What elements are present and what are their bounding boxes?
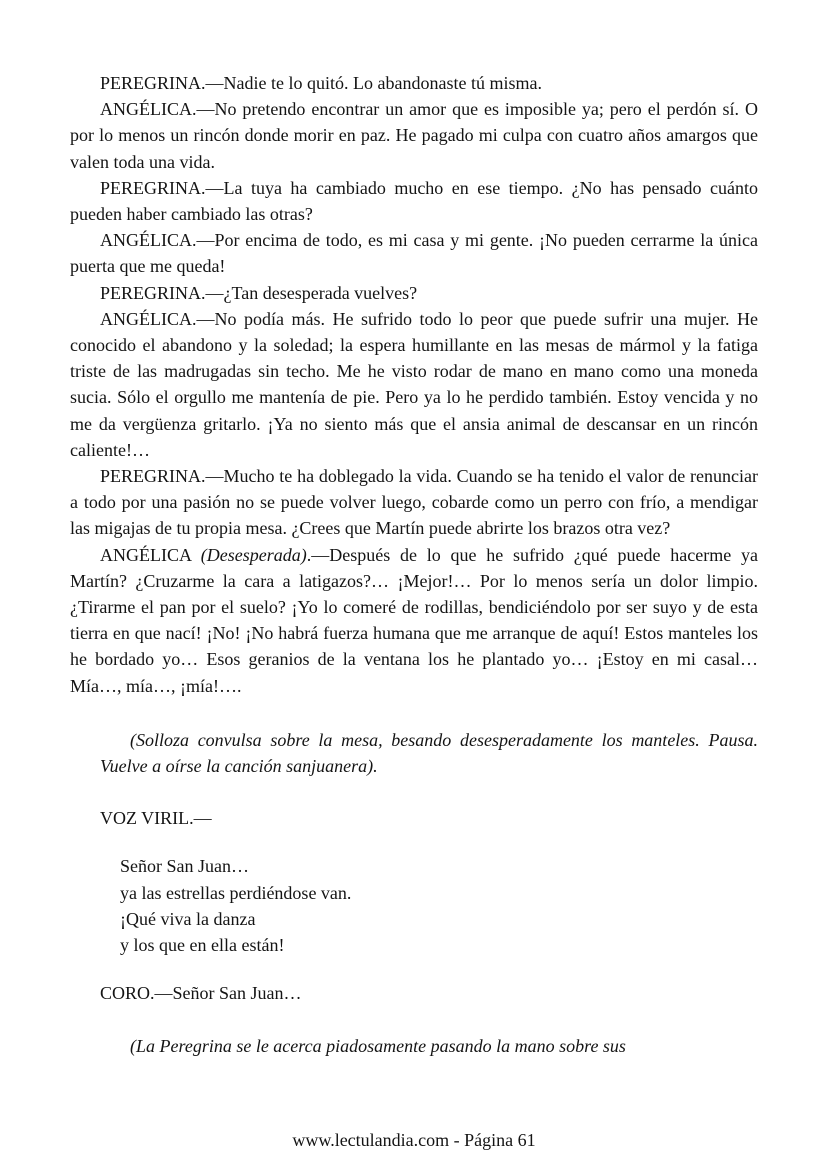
song-line: Señor San Juan…	[120, 856, 249, 877]
dialogue-paragraph	[70, 463, 758, 542]
speaker-name: ANGÉLICA	[100, 544, 191, 565]
song-line: ya las estrellas perdiéndose van.	[120, 882, 352, 903]
song-verse	[120, 853, 758, 958]
dialogue-paragraph	[70, 306, 758, 463]
dialogue-paragraph	[70, 280, 758, 306]
page-footer: www.lectulandia.com - Página 61	[292, 1130, 536, 1150]
dialogue-text: —La tuya ha cambiado mucho en ese tiempo. ¿No has pensado cuánto pueden haber cambiado las otras?	[70, 177, 758, 225]
dialogue-paragraph	[70, 70, 758, 96]
dialogue-text: —Nadie te lo quitó. Lo abandonaste tú misma.	[205, 73, 542, 93]
dialogue-text: —¿Tan desesperada vuelves?	[205, 282, 418, 303]
dialogue-text: —No podía más. He sufrido todo lo peor que puede sufrir una mujer. He conocido el abandono y la soledad; la espera humillante en las mesas de mármol y la fatiga triste de las madrugadas sin techo. Me he visto rodar de mano en mano como una moneda sucia. Sólo el orgullo me mantenía de pie. Pero ya lo he perdido también. Estoy vencida y no me da vergüenza gritarlo. ¡Ya no siento más que el ansia animal de descansar en un rincón caliente!…	[70, 308, 758, 460]
dialogue-text: —Por encima de todo, es mi casa y mi gente. ¡No pueden cerrarme la única puerta que me queda!	[70, 230, 758, 277]
coro-line: CORO.—Señor San Juan…	[100, 983, 302, 1004]
dialogue-paragraph	[70, 542, 758, 699]
voz-viril-label: VOZ VIRIL.—	[100, 808, 212, 829]
stage-direction: (Solloza convulsa sobre la mesa, besando desesperadamente los manteles. Pausa. Vuelve a oírse la canción sanjuanera).	[100, 729, 758, 777]
dialogue-paragraph	[70, 96, 758, 175]
speaker-name: ANGÉLICA.	[100, 230, 197, 251]
dialogue-text: .—Después de lo que he sufrido ¿qué puede hacerme ya Martín? ¿Cruzarme la cara a latigazos?… ¡Mejor!… Por lo menos sería un dolor limpio. ¿Tirarme el pan por el suelo? ¡Yo lo comeré de rodillas, bendiciéndolo por ser suyo y de esta tierra en que nací! ¡No! ¡No habrá fuerza humana que me arranque de aquí! Estos manteles los he bordado yo… Esos geranios de la ventana los he plantado yo… ¡Estoy en mi casal… Mía…, mía…, ¡mía!….	[70, 544, 758, 696]
document-body	[70, 70, 758, 1059]
stage-direction-inline: (Desesperada)	[200, 544, 307, 565]
song-line: y los que en ella están!	[120, 935, 285, 956]
dialogue-text: —No pretendo encontrar un amor que es imposible ya; pero el perdón sí. O por lo menos un rincón donde morir en paz. He pagado mi culpa con cuatro años amargos que valen toda una vida.	[70, 99, 758, 172]
song-line: ¡Qué viva la danza	[120, 908, 256, 929]
speaker-name: PEREGRINA.	[100, 177, 206, 198]
dialogue-paragraph	[70, 227, 758, 279]
dialogue-paragraph	[70, 175, 758, 227]
stage-direction: (La Peregrina se le acerca piadosamente pasando la mano sobre sus	[130, 1035, 626, 1056]
speaker-name: ANGÉLICA.	[100, 308, 197, 329]
speaker-name: PEREGRINA.	[100, 466, 206, 487]
speaker-name: PEREGRINA.	[100, 73, 206, 93]
speaker-name: PEREGRINA.	[100, 282, 206, 303]
speaker-name: ANGÉLICA.	[100, 99, 197, 120]
dialogue-text: —Mucho te ha doblegado la vida. Cuando se ha tenido el valor de renunciar a todo por una pasión no se puede volver luego, cobarde como un perro con frío, a mendigar las migajas de tu propia mesa. ¿Crees que Martín puede abrirte los brazos otra vez?	[70, 466, 758, 539]
